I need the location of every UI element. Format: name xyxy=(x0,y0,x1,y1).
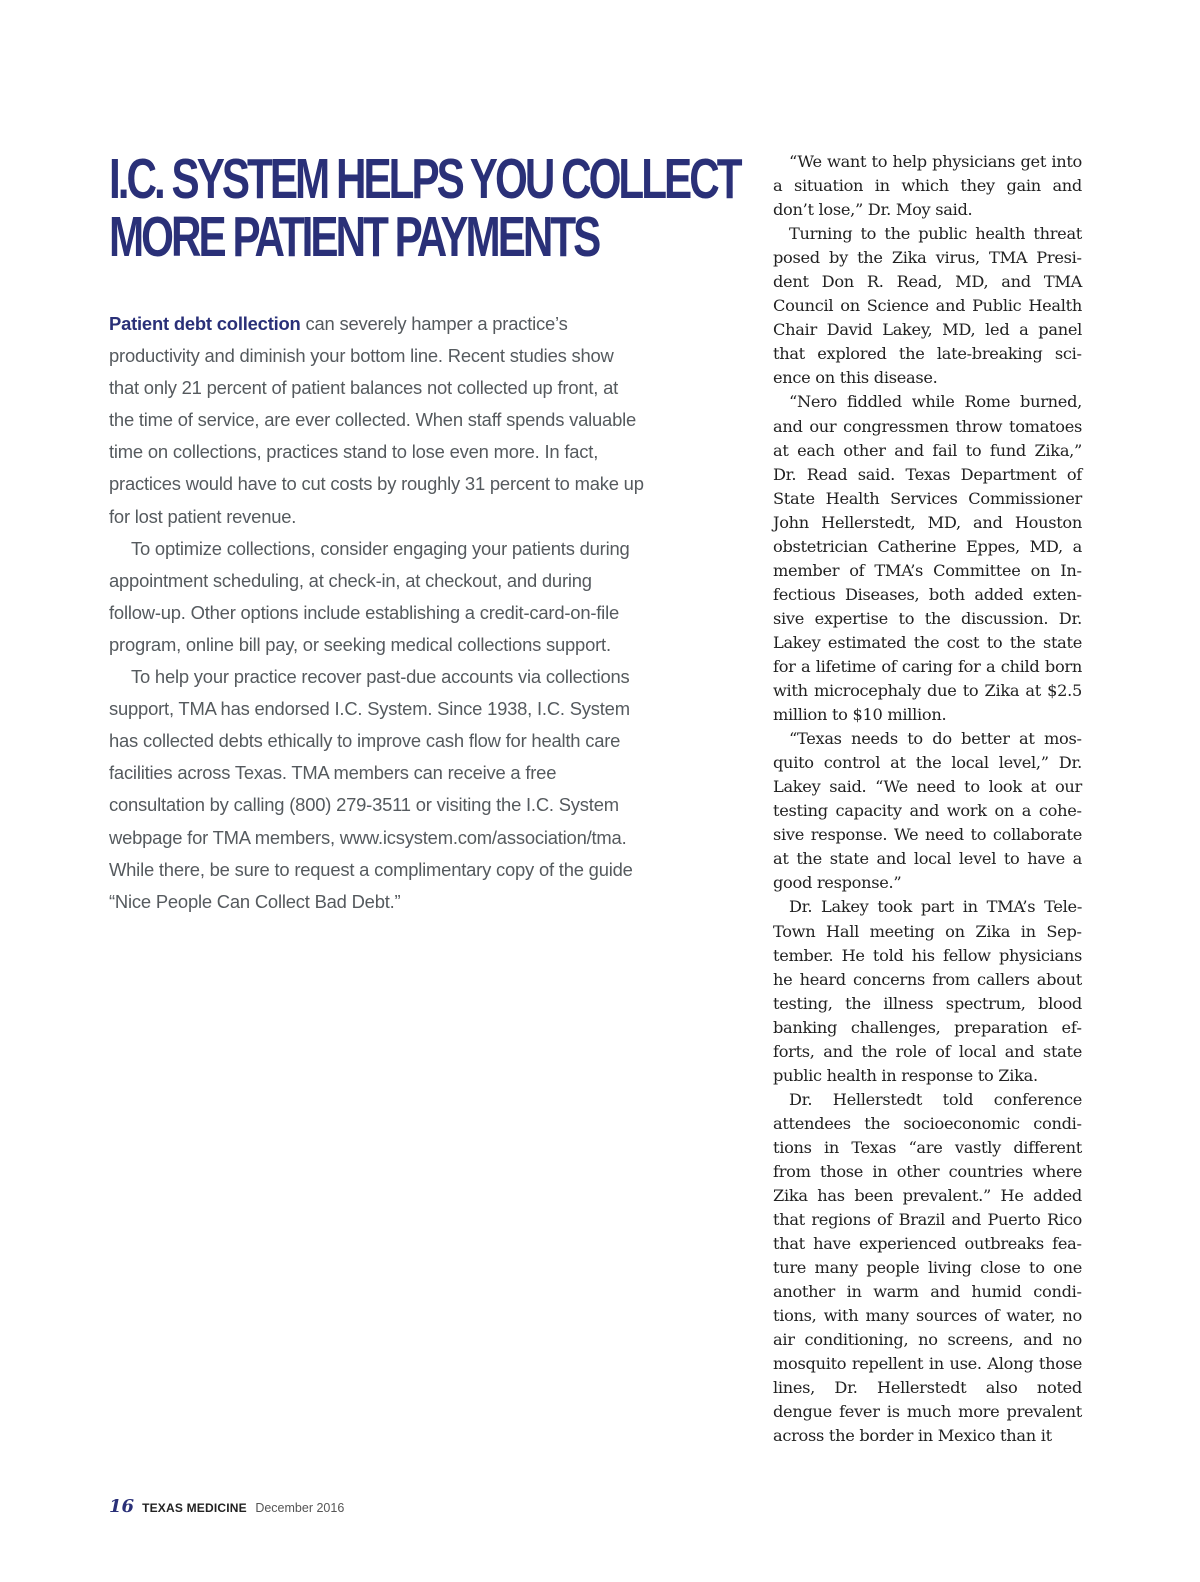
sidebar-paragraph-2: To optimize collections, consider engaging your patients during appointment scheduling, at check-in, at checkout, and during follow-up. Other options include establishing a credit-card-on-file program, online bill pay, or seeking medical collections support. xyxy=(109,537,630,655)
sidebar-headline xyxy=(109,147,740,269)
headline-line-1: I.C. SYSTEM HELPS YOU COLLECT xyxy=(109,147,740,211)
sidebar-body xyxy=(109,308,644,918)
page-footer xyxy=(109,1496,344,1517)
article-paragraph: “We want to help physicians get into a situation in which they gain and don’t lose,” Dr. Moy said. xyxy=(773,152,1082,220)
article-paragraph: Dr. Hellerstedt told conference attendees the socioeconomic conditions in Texas “are vastly different from those in other countries where Zika has been prevalent.” He added that regions of Brazil and Puerto Rico that have experienced outbreaks feature many people living close to one another in warm and humid conditions, with many sources of water, no air conditioning, no screens, and no mosquito repellent in use. Along those lines, Dr. Hellerstedt also noted dengue fever is much more prevalent across the border in Mexico than it xyxy=(773,1089,1082,1446)
sidebar-paragraph-1-text: can severely hamper a practice’s productivity and diminish your bottom line. Recent studies show that only 21 percent of patient balances not collected up front, at the time of service, are ever collected. When staff spends valuable time on collections, practices stand to lose even more. In fact, practices would have to cut costs by roughly 31 percent to make up for lost patient revenue. xyxy=(109,313,644,527)
article-paragraph: “Nero fiddled while Rome burned, and our congressmen throw tomatoes at each other and fail to fund Zika,” Dr. Read said. Texas Department of State Health Services Commissioner John Hellerstedt, MD, and Houston obstetrician Catherine Eppes, MD, a member of TMA’s Committee on Infectious Diseases, both added extensive expertise to the discussion. Dr. Lakey estimated the cost to the state for a lifetime of caring for a child born with microcephaly due to Zika at $2.5 million to $10 million. xyxy=(773,392,1082,725)
article-column xyxy=(773,150,1082,1449)
lead-in-bold: Patient debt collection xyxy=(109,313,301,334)
sidebar-paragraph-1 xyxy=(109,308,644,533)
page-number: 16 xyxy=(109,1496,135,1517)
sidebar-paragraph-3: To help your practice recover past-due accounts via collections support, TMA has endorsed I.C. System. Since 1938, I.C. System has collected debts ethically to improve cash flow for health care facilities across Texas. TMA members can receive a free consultation by calling (800) 279-3511 or visiting the I.C. System webpage for TMA members, www.icsystem.com/association/tma. While there, be sure to request a complimentary copy of the guide “Nice People Can Collect Bad Debt.” xyxy=(109,666,633,912)
article-paragraph: Dr. Lakey took part in TMA’s Tele-Town Hall meeting on Zika in September. He told his fellow physicians he heard concerns from callers about testing, the illness spectrum, blood banking challenges, preparation efforts, and the role of local and state public health in response to Zika. xyxy=(773,897,1082,1085)
article-paragraph: Turning to the public health threat posed by the Zika virus, TMA President Don R. Read, MD, and TMA Council on Science and Public Health Chair David Lakey, MD, led a panel that explored the late-breaking science on this disease. xyxy=(773,224,1082,388)
sidebar-column xyxy=(109,147,740,918)
article-paragraph: “Texas needs to do better at mosquito control at the local level,” Dr. Lakey said. “We need to look at our testing capacity and work on a cohesive response. We need to collaborate at the state and local level to have a good response.” xyxy=(773,729,1082,893)
issue-date: December 2016 xyxy=(255,1501,345,1515)
headline-line-2: MORE PATIENT PAYMENTS xyxy=(109,205,599,269)
magazine-name: TEXAS MEDICINE xyxy=(142,1501,247,1515)
